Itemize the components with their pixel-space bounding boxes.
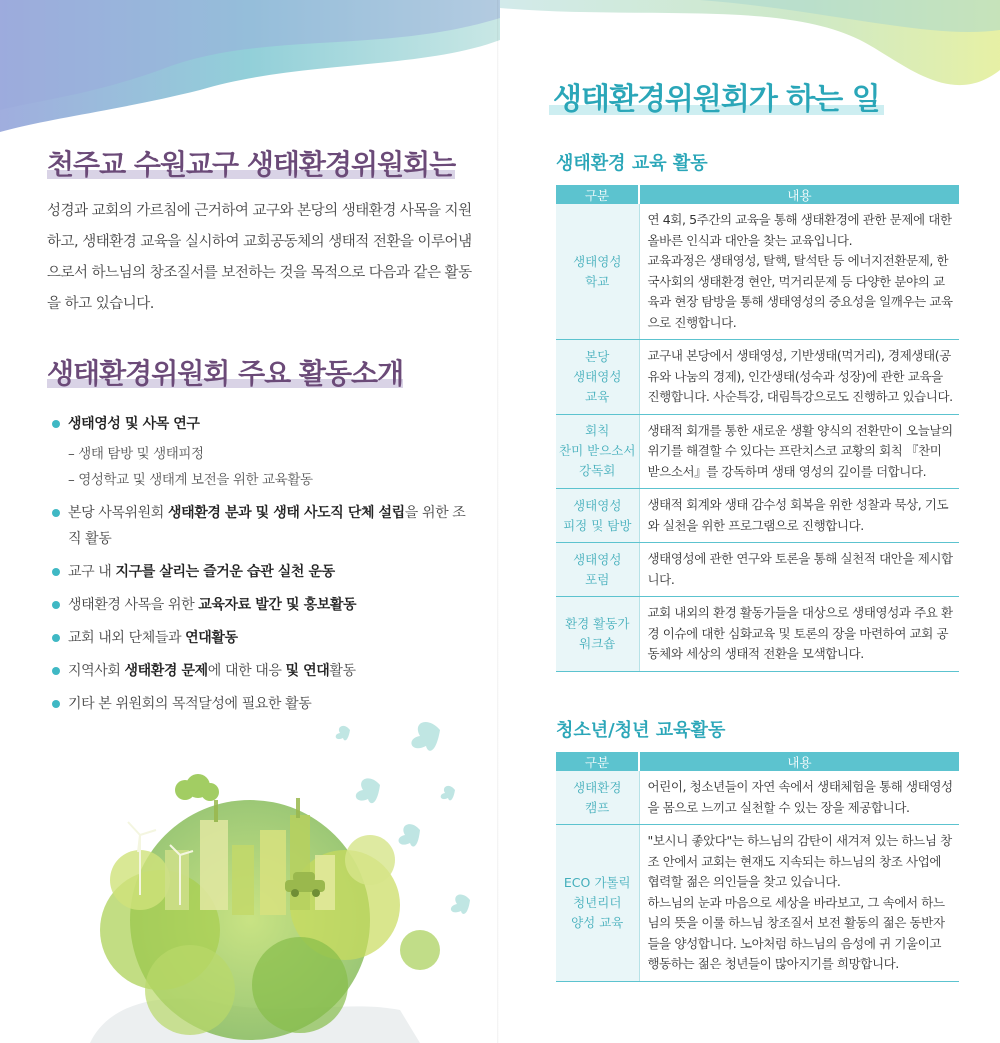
activity-item-7 [52, 691, 477, 717]
activity-text: 교회 내외 단체들과 [68, 630, 186, 646]
section-heading-youth: 청소년/청년 교육활동 [556, 720, 726, 741]
content-cell: 생태영성에 관한 연구와 토론을 통해 실천적 대안을 제시합니다. [639, 543, 959, 597]
column-header-content: 내용 [639, 185, 959, 204]
bullet-icon [52, 568, 60, 576]
content-cell: 교회 내외의 환경 활동가들을 대상으로 생태영성과 주요 환경 이슈에 대한 심화교육 및 토론의 장을 마련하여 교회 공동체와 세상의 생태적 전환을 모색합니다. [639, 597, 959, 672]
activity-text-bold: 교육자료 발간 및 홍보활동 [198, 597, 357, 613]
activity-item-3 [52, 559, 477, 585]
category-label: 생태영성 학교 [573, 253, 622, 289]
category-cell [556, 414, 639, 489]
activity-text: 지역사회 [68, 663, 125, 679]
category-cell [556, 597, 639, 672]
activity-list [52, 411, 477, 724]
table-row [556, 414, 959, 489]
activity-text: 본당 사목위원회 [68, 505, 168, 521]
column-header-category: 구분 [556, 752, 639, 771]
category-cell [556, 543, 639, 597]
category-label: 생태영성 포럼 [573, 551, 622, 587]
category-cell [556, 825, 639, 982]
category-label: 환경 활동가 워크숍 [565, 615, 630, 651]
bullet-icon [52, 509, 60, 517]
activity-item-4 [52, 592, 477, 618]
intro-paragraph: 성경과 교회의 가르침에 근거하여 교구와 본당의 생태환경 사목을 지원하고, 생태환경 교육을 실시하여 교회공동체의 생태적 전환을 이루어냄으로서 하느님의 창조질서를 보전하는 것을 목적으로 다음과 같은 활동을 하고 있습니다. [47, 203, 472, 312]
category-cell [556, 489, 639, 543]
content-cell: 생태적 회개를 통한 새로운 생활 양식의 전환만이 오늘날의 위기를 해결할 수 있다는 프란치스코 교황의 회칙 『찬미받으소서』를 강독하며 생태 영성의 깊이를 더합니다. [639, 414, 959, 489]
activities-subtitle: 생태환경위원회 주요 활동소개 [47, 352, 403, 392]
table-row [556, 204, 959, 340]
right-page-title: 생태환경위원회가 하는 일 [553, 74, 880, 118]
activity-text: 에 대한 대응 [207, 663, 286, 679]
activity-text: 생태영성 및 사목 연구 [68, 416, 200, 432]
table-row [556, 543, 959, 597]
content-cell: "보시니 좋았다"는 하느님의 감탄이 새겨져 있는 하느님 창조 안에서 교회는 현재도 지속되는 하느님의 창조 사업에 협력할 젊은 의인들을 찾고 있습니다. 하느님의 눈과 마음으로 세상을 바라보고, 그 속에서 하느님의 뜻을 이룰 하느님 창조질서 보전 활동의 젊은 동반자들을 양성합니다. 노아처럼 하느님의 음성에 귀 기울이고 행동하는 젊은 청년들이 많아지기를 희망합니다. [639, 825, 959, 982]
table-header-row [556, 185, 959, 204]
column-header-content: 내용 [639, 752, 959, 771]
content-cell: 생태적 회계와 생태 감수성 회복을 위한 성찰과 묵상, 기도와 실천을 위한 프로그램으로 진행합니다. [639, 489, 959, 543]
category-label: ECO 가톨릭 청년리더 양성 교육 [563, 874, 631, 930]
bullet-icon [52, 667, 60, 675]
bullet-icon [52, 601, 60, 609]
activity-sub-list [68, 441, 477, 493]
activity-item-2 [52, 500, 477, 552]
education-table [556, 185, 959, 672]
sub-item: – 영성학교 및 생태계 보전을 위한 교육활동 [68, 467, 477, 493]
content-cell: 교구내 본당에서 생태영성, 기반생태(먹거리), 경제생태(공유와 나눔의 경제), 인간생태(성숙과 성장)에 관한 교육을 진행합니다. 사순특강, 대림특강으로도 진행하고 있습니다. [639, 340, 959, 415]
table-header-row [556, 752, 959, 771]
page-fold [497, 0, 499, 1043]
table-row [556, 597, 959, 672]
section-heading-education: 생태환경 교육 활동 [556, 153, 708, 174]
category-cell [556, 204, 639, 340]
category-cell [556, 340, 639, 415]
column-header-category: 구분 [556, 185, 639, 204]
sub-item: – 생태 탐방 및 생태피정 [68, 441, 477, 467]
activity-item-5 [52, 625, 477, 651]
activity-text: 생태환경 사목을 위한 [68, 597, 199, 613]
bullet-icon [52, 700, 60, 708]
activity-text-bold: 생태환경 문제 [124, 663, 208, 679]
activity-text: 활동 [329, 663, 356, 679]
activity-item-6 [52, 658, 477, 684]
category-label: 본당 생태영성 교육 [573, 348, 622, 404]
activity-text: 교구 내 [68, 564, 116, 580]
category-label: 생태환경 캠프 [573, 779, 622, 815]
category-label: 회칙 찬미 받으소서 강독회 [559, 423, 636, 479]
activity-item-1 [52, 411, 477, 493]
bullet-icon [52, 634, 60, 642]
activity-text-bold: 지구를 살리는 즐거운 습관 실천 운동 [115, 564, 335, 580]
activity-text-bold: 연대활동 [185, 630, 238, 646]
rain-cloud-icon [175, 774, 219, 801]
left-page-title: 천주교 수원교구 생태환경위원회는 [47, 143, 455, 183]
youth-table [556, 752, 959, 982]
category-cell [556, 771, 639, 825]
content-cell: 어린이, 청소년들이 자연 속에서 생태체험을 통해 생태영성을 몸으로 느끼고 실천할 수 있는 장을 제공합니다. [639, 771, 959, 825]
activity-text: 을 위한 조직 활동 [68, 505, 466, 547]
table-row [556, 771, 959, 825]
table-row [556, 340, 959, 415]
activity-text-bold: 생태환경 분과 및 생태 사도직 단체 설립 [167, 505, 405, 521]
bullet-icon [52, 420, 60, 428]
table-row [556, 825, 959, 982]
activity-text-bold: 및 연대 [285, 663, 330, 679]
activity-text: 기타 본 위원회의 목적달성에 필요한 활동 [68, 696, 312, 712]
table-row [556, 489, 959, 543]
content-cell: 연 4회, 5주간의 교육을 통해 생태환경에 관한 문제에 대한 올바른 인식과 대안을 찾는 교육입니다. 교육과정은 생태영성, 탈핵, 탈석탄 등 에너지전환문제, 한국사회의 생태환경 현안, 먹거리문제 등 다양한 분야의 교육과 현장 탐방을 통해 생태영성의 중요성을 일깨우는 교육으로 진행합니다. [639, 204, 959, 340]
category-label: 생태영성 피정 및 탐방 [563, 497, 632, 533]
